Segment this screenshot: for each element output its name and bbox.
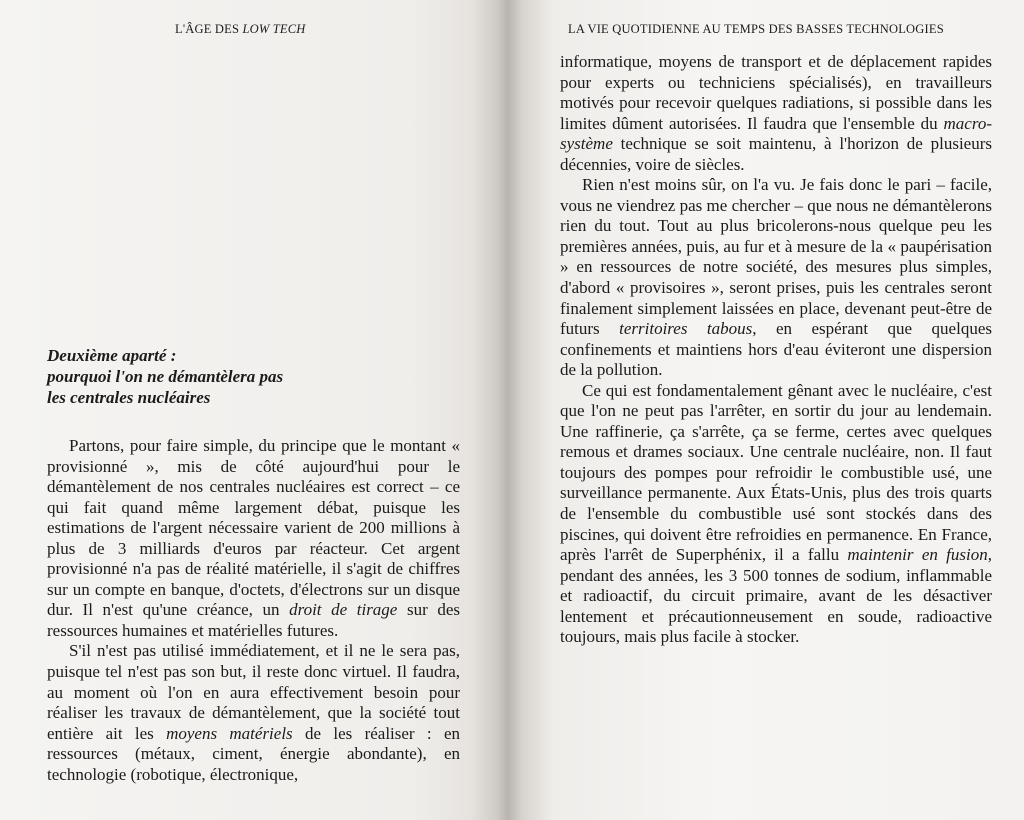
left-page-body: [47, 436, 460, 785]
paragraph: [47, 641, 460, 785]
text-run: S'il n'est pas utilisé immédiatement, et il ne le sera pas, puisque tel n'est pas son but, il reste donc virtuel. Il faudra, au moment où l'on en aura effectivement besoin pour réaliser les travaux de démantèlement, que la société tout entière ait les: [47, 641, 460, 743]
text-run: informatique, moyens de transport et de déplacement rapides pour experts ou techniciens spécialisés), en travailleurs motivés pour recevoir quelques radiations, si possible dans les limites dûment autorisées. Il faudra que l'ensemble du: [560, 52, 992, 133]
running-head-italic: LOW TECH: [242, 22, 306, 36]
text-run: Ce qui est fondamentalement gênant avec le nucléaire, c'est que l'on ne peut pas l'arrêter, en sortir du jour au lendemain. Une raffinerie, ça s'arrête, ça se ferme, certes avec quelques remous et drames sociaux. Une centrale nucléaire, non. Il faut toujours des pompes pour refroidir le combustible usé, une surveillance permanente. Aux États-Unis, plus des trois quarts de l'ensemble du combustible usé sont stockés dans des piscines, qui doivent être refroidies en permanence. En France, après l'arrêt de Superphénix, il a fallu: [560, 380, 992, 565]
section-title-line: pourquoi l'on ne démantèlera pas: [47, 367, 284, 386]
section-title-line: les centrales nucléaires: [47, 388, 211, 407]
paragraph: [560, 52, 992, 175]
paragraph: [560, 175, 992, 380]
italic-phrase: territoires tabous: [619, 319, 753, 339]
section-title: [47, 345, 377, 408]
text-run: , pendant des années, les 3 500 tonnes de sodium, inflammable et radioactif, du circuit primaire, avant de les désactiver lentement et précautionneusement en soude, radioactive toujours, mais plus facile à stocker.: [560, 545, 992, 647]
section-title-line: Deuxième aparté :: [47, 346, 177, 365]
italic-phrase: maintenir en fusion: [847, 545, 988, 565]
running-head-prefix: L'ÂGE DES: [175, 22, 240, 36]
italic-phrase: moyens matériels: [166, 723, 293, 743]
text-run: Rien n'est moins sûr, on l'a vu. Je fais donc le pari – facile, vous ne viendrez pas me chercher – que nous ne démantèlerons rien du tout. Tout au plus bricolerons-nous quelque peu les premières années, puis, au fur et à mesure de la « paupérisation » en ressources de notre société, des mesures plus simples, d'abord « provisoires », seront prises, puis les centrales seront finalement simplement laissées en place, devenant peut-être de futurs: [560, 175, 992, 339]
italic-phrase: droit de tirage: [289, 600, 398, 620]
left-running-head: [175, 22, 306, 37]
text-run: , en espérant que quelques confinements et maintiens hors d'eau éviteront une dispersion de la pollution.: [560, 319, 992, 380]
text-run: sur des ressources humaines et matérielles futures.: [47, 600, 460, 640]
paragraph: [560, 381, 992, 648]
text-run: technique se soit maintenu, à l'horizon de plusieurs décennies, voire de siècles.: [560, 134, 992, 174]
text-run: de les réaliser : en ressources (métaux, ciment, énergie abondante), en technologie (robotique, électronique,: [47, 723, 460, 784]
paragraph: [47, 436, 460, 641]
text-run: Partons, pour faire simple, du principe que le montant « provisionné », mis de côté aujourd'hui pour le démantèlement de nos centrales nucléaires est correct – ce qui fait quand même largement débat, puisque les estimations de l'argent nécessaire varient de 200 millions à plus de 3 milliards d'euros par réacteur. Cet argent provisionné n'a pas de réalité matérielle, il s'agit de chiffres sur un compte en banque, d'octets, d'électrons sur un disque dur. Il n'est qu'une créance, un: [47, 436, 460, 620]
right-page-body: [560, 52, 992, 648]
right-running-head: LA VIE QUOTIDIENNE AU TEMPS DES BASSES TECHNOLOGIES: [568, 22, 944, 36]
italic-phrase: macro-système: [560, 113, 992, 154]
